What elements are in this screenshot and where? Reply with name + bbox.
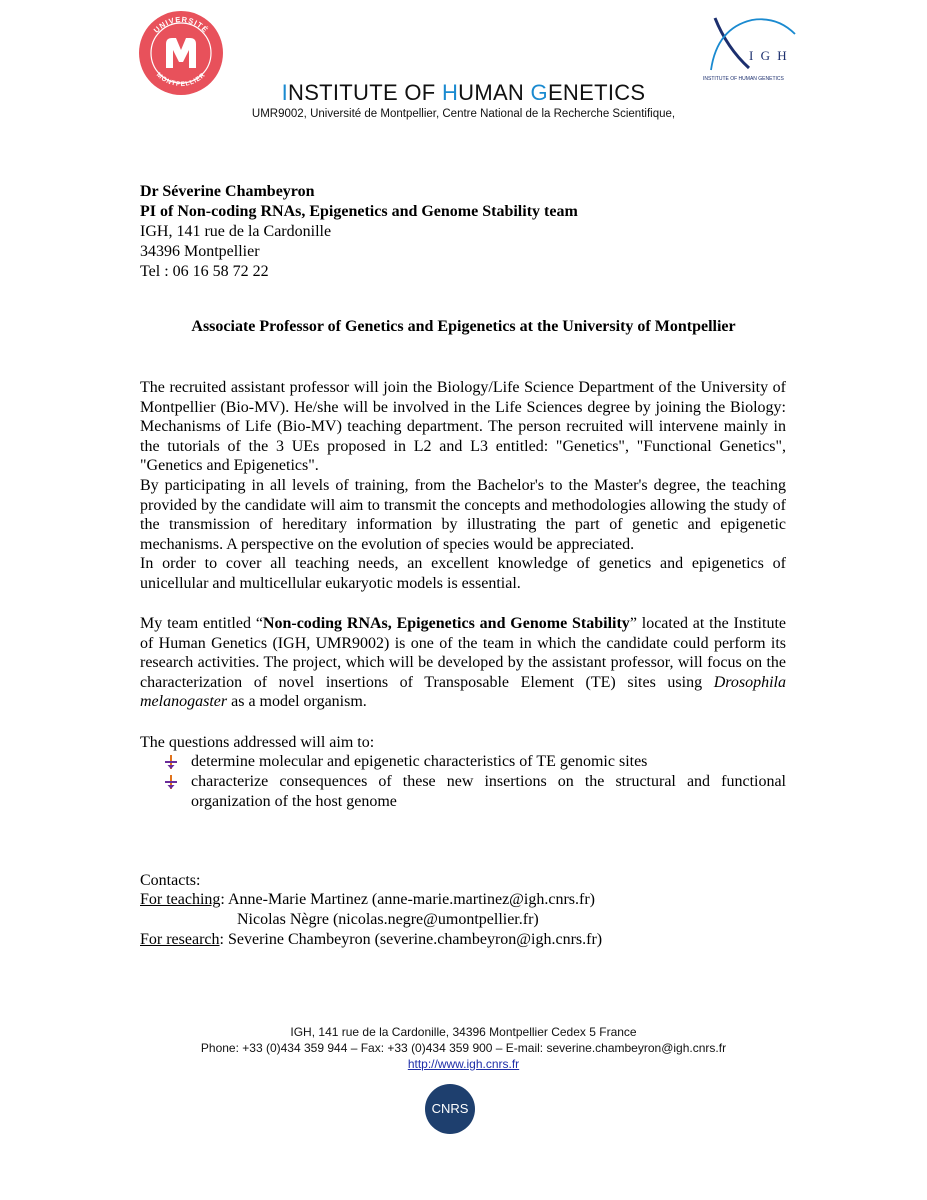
paragraph: In order to cover all teaching needs, an excellent knowledge of genetics and epigenetics of unicellular and multicellular eukaryotic models is essential. (140, 555, 786, 592)
list-item: characterize consequences of these new insertions on the structural and functional organization of the host genome (163, 772, 786, 811)
logo-bottom-text: MONTPELLIER (154, 71, 208, 89)
arrow-bullet-icon (163, 754, 179, 770)
arrow-bullet-icon (163, 774, 179, 790)
paragraph: The recruited assistant professor will join the Biology/Life Science Department of the University of Montpellier (Bio-MV). He/she will be involved in the Life Sciences degree by joining the Biology: Mechanisms of Life (Bio-MV) teaching department. The person recruited will intervene mainly in the tutorials of the 3 UEs proposed in L2 and L3 entitled: "Genetics", "Functional Genetics", "Genetics and Epigenetics". (140, 379, 786, 475)
contacts-heading: Contacts: (140, 872, 201, 889)
contact-teaching: For teaching: Anne-Marie Martinez (anne-marie.martinez@igh.cnrs.fr) (140, 891, 595, 908)
teaching-label: For teaching (140, 891, 221, 908)
job-description (140, 378, 786, 594)
address-street: IGH, 141 rue de la Cardonille (140, 223, 332, 240)
igh-logo-text: I G H (749, 48, 789, 63)
address-city: 34396 Montpellier (140, 243, 260, 260)
team-name: Non-coding RNAs, Epigenetics and Genome Stability (262, 615, 630, 632)
cnrs-logo-text: CNRS (431, 1101, 469, 1116)
footer-contact: Phone: +33 (0)434 359 944 – Fax: +33 (0)434 359 900 – E-mail: severine.chambeyron@igh.cnrs.fr (200, 1041, 727, 1055)
organism-name: Drosophila melanogaster (140, 673, 786, 711)
team-paragraph: My team entitled “Non-coding RNAs, Epigenetics and Genome Stability” located at the Institute of Human Genetics (IGH, UMR9002) is one of the team in which the candidate could perform its research activities. The project, which will be developed by the assistant professor, will focus on the characterization of novel insertions of Transposable Element (TE) sites using Drosophila melanogaster as a model organism. (140, 615, 786, 711)
contact-research: For research: Severine Chambeyron (severine.chambeyron@igh.cnrs.fr) (140, 931, 603, 948)
footer-link-row (0, 1057, 927, 1071)
job-title: Associate Professor of Genetics and Epigenetics at the University of Montpellier (191, 318, 736, 335)
list-item: determine molecular and epigenetic characteristics of TE genomic sites (163, 752, 786, 772)
author-role: PI of Non-coding RNAs, Epigenetics and Genome Stability team (140, 203, 578, 220)
research-label: For research (140, 931, 220, 948)
institute-subtitle: UMR9002, Université de Montpellier, Centre National de la Recherche Scientifique, (251, 108, 676, 120)
address-tel: Tel : 06 16 58 72 22 (140, 263, 269, 280)
contact-teaching-2: Nicolas Nègre (nicolas.negre@umontpellier.fr) (237, 911, 539, 928)
igh-logo-caption: INSTITUTE OF HUMAN GENETICS (703, 76, 784, 82)
cnrs-logo (424, 1083, 476, 1135)
website-link[interactable]: http://www.igh.cnrs.fr (407, 1057, 520, 1071)
footer-address: IGH, 141 rue de la Cardonille, 34396 Montpellier Cedex 5 France (290, 1025, 637, 1039)
institute-title: INSTITUTE OF HUMAN GENETICS (281, 80, 646, 105)
questions-intro: The questions addressed will aim to: (140, 734, 375, 751)
paragraph: By participating in all levels of training, from the Bachelor's to the Master's degree, the teaching provided by the candidate will aim to transmit the concepts and methodologies allowing the study of the transmission of hereditary information by illustrating the part of genetic and epigenetic mechanisms. A perspective on the evolution of species would be appreciated. (140, 476, 786, 553)
author-name: Dr Séverine Chambeyron (140, 183, 315, 200)
igh-logo (697, 8, 797, 88)
logo-top-text: UNIVERSITÉ (151, 14, 211, 35)
